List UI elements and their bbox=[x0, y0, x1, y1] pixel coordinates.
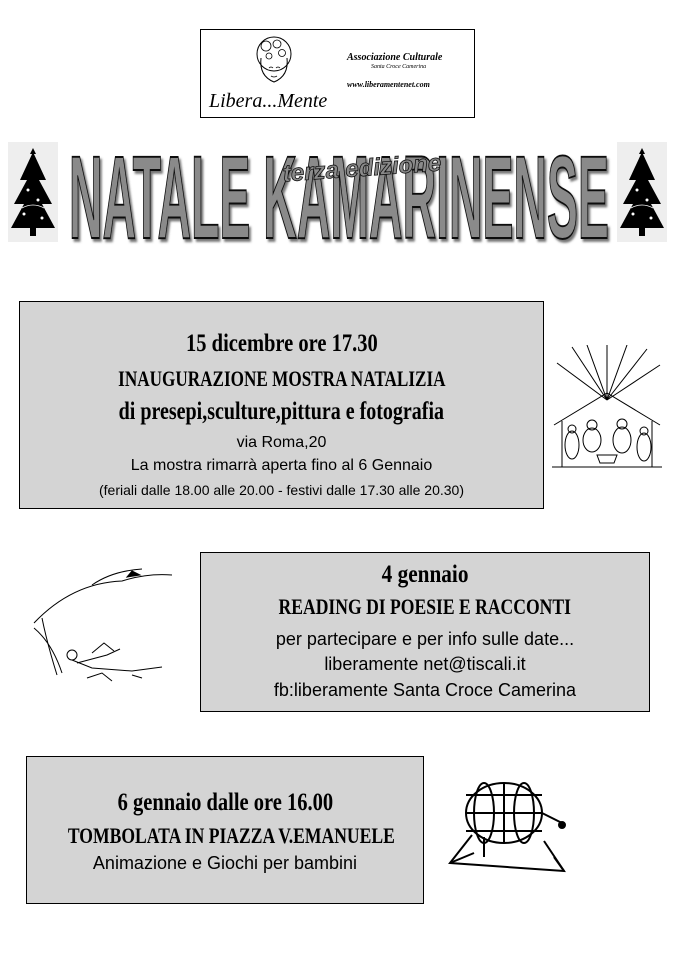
main-title: NATALE KAMARINENSE bbox=[69, 131, 610, 260]
association-name: Libera...Mente bbox=[209, 90, 328, 112]
event-date: 4 gennaio bbox=[381, 561, 469, 588]
christmas-tree-icon bbox=[8, 142, 58, 242]
association-label: Associazione Culturale bbox=[347, 52, 443, 63]
event-title: INAUGURAZIONE MOSTRA NATALIZIA bbox=[117, 366, 446, 391]
event-subtitle: di presepi,sculture,pittura e fotografia bbox=[118, 398, 445, 425]
event-title: TOMBOLATA IN PIAZZA V.EMANUELE bbox=[67, 823, 395, 848]
event-info: Animazione e Giochi per bambini bbox=[92, 853, 358, 873]
logo-face-icon bbox=[249, 36, 299, 88]
event-email: liberamente net@tiscali.it bbox=[324, 654, 526, 674]
event-date: 6 gennaio dalle ore 16.00 bbox=[117, 789, 333, 816]
event-title bbox=[62, 128, 617, 260]
christmas-tree-icon bbox=[617, 142, 667, 242]
association-website: www.liberamentenet.com bbox=[347, 80, 430, 89]
event-box-tombola bbox=[26, 756, 424, 904]
association-location: Santa Croce Camerina bbox=[371, 64, 427, 70]
event-date: 15 dicembre ore 17.30 bbox=[185, 330, 378, 357]
event-box-inauguration bbox=[19, 301, 544, 509]
bingo-cage-icon bbox=[444, 775, 576, 875]
event-hours: (feriali dalle 18.00 alle 20.00 - festivi dalle 17.30 alle 20.30) bbox=[98, 482, 464, 498]
association-logo bbox=[200, 29, 475, 118]
edition-label: terza edizione bbox=[281, 149, 443, 188]
event-box-reading bbox=[200, 552, 650, 712]
event-note: La mostra rimarrà aperta fino al 6 Gennaio bbox=[130, 457, 433, 474]
reader-under-tree-icon bbox=[32, 563, 177, 688]
event-address: via Roma,20 bbox=[236, 434, 327, 451]
event-title: READING DI POESIE E RACCONTI bbox=[278, 594, 572, 619]
event-info: per partecipare e per info sulle date... bbox=[275, 629, 575, 649]
nativity-scene-icon bbox=[552, 345, 662, 470]
event-facebook: fb:liberamente Santa Croce Camerina bbox=[273, 680, 577, 700]
